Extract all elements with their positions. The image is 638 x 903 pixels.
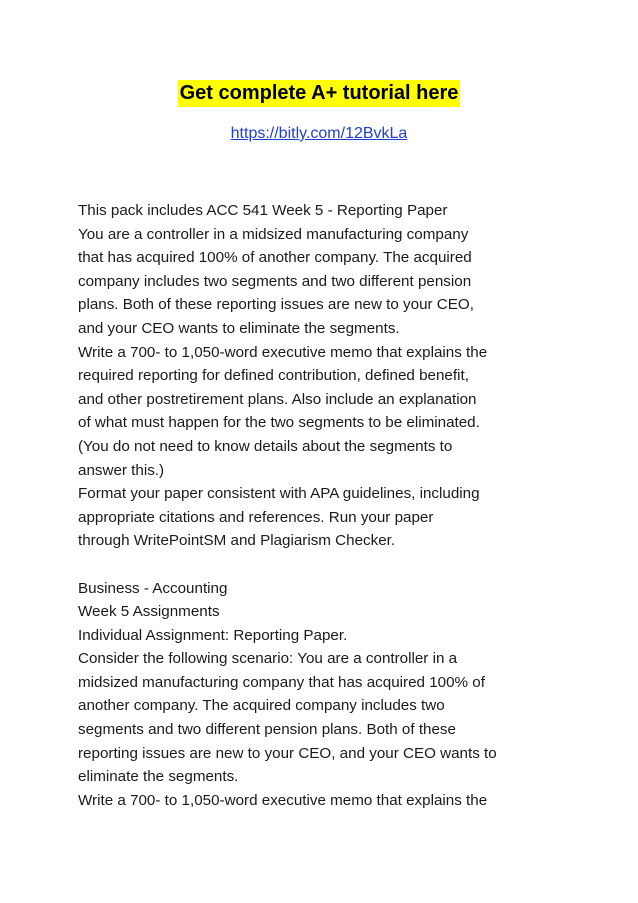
text-line: another company. The acquired company includes two [78, 697, 445, 715]
text-line: that has acquired 100% of another company. The acquired [78, 249, 472, 267]
text-line: You are a controller in a midsized manufacturing company [78, 225, 469, 243]
text-line: of what must happen for the two segments to be eliminated. [78, 414, 480, 432]
text-line: eliminate the segments. [78, 768, 239, 786]
text-line: answer this.) [78, 461, 165, 479]
text-line: and other postretirement plans. Also include an explanation [78, 390, 477, 408]
text-line: reporting issues are new to your CEO, and your CEO wants to [78, 744, 497, 762]
tutorial-link[interactable]: https://bitly.com/12BvkLa [230, 125, 408, 142]
paragraph-gap [78, 553, 578, 577]
text-line: through WritePointSM and Plagiarism Checker. [78, 532, 396, 550]
text-line: and your CEO wants to eliminate the segments. [78, 319, 400, 337]
text-line: Business - Accounting [78, 579, 228, 597]
text-line: required reporting for defined contribution, defined benefit, [78, 367, 469, 385]
text-line: Write a 700- to 1,050-word executive memo that explains the [78, 791, 488, 809]
heading-container [0, 80, 638, 107]
text-line: (You do not need to know details about the segments to [78, 437, 453, 455]
link-container [0, 123, 638, 145]
text-line: company includes two segments and two different pension [78, 272, 472, 290]
text-line: Write a 700- to 1,050-word executive memo that explains the [78, 343, 488, 361]
page-title: Get complete A+ tutorial here [178, 80, 461, 107]
text-line: This pack includes ACC 541 Week 5 - Reporting Paper [78, 202, 448, 219]
text-line: Format your paper consistent with APA guidelines, including [78, 485, 480, 503]
text-line: plans. Both of these reporting issues are new to your CEO, [78, 296, 474, 314]
text-line: Individual Assignment: Reporting Paper. [78, 626, 348, 644]
text-line: Consider the following scenario: You are a controller in a [78, 650, 458, 668]
text-line: segments and two different pension plans. Both of these [78, 721, 456, 739]
text-line: midsized manufacturing company that has acquired 100% of [78, 673, 485, 691]
document-body [78, 199, 578, 812]
text-line: appropriate citations and references. Run your paper [78, 508, 434, 526]
text-line: Week 5 Assignments [78, 603, 220, 621]
